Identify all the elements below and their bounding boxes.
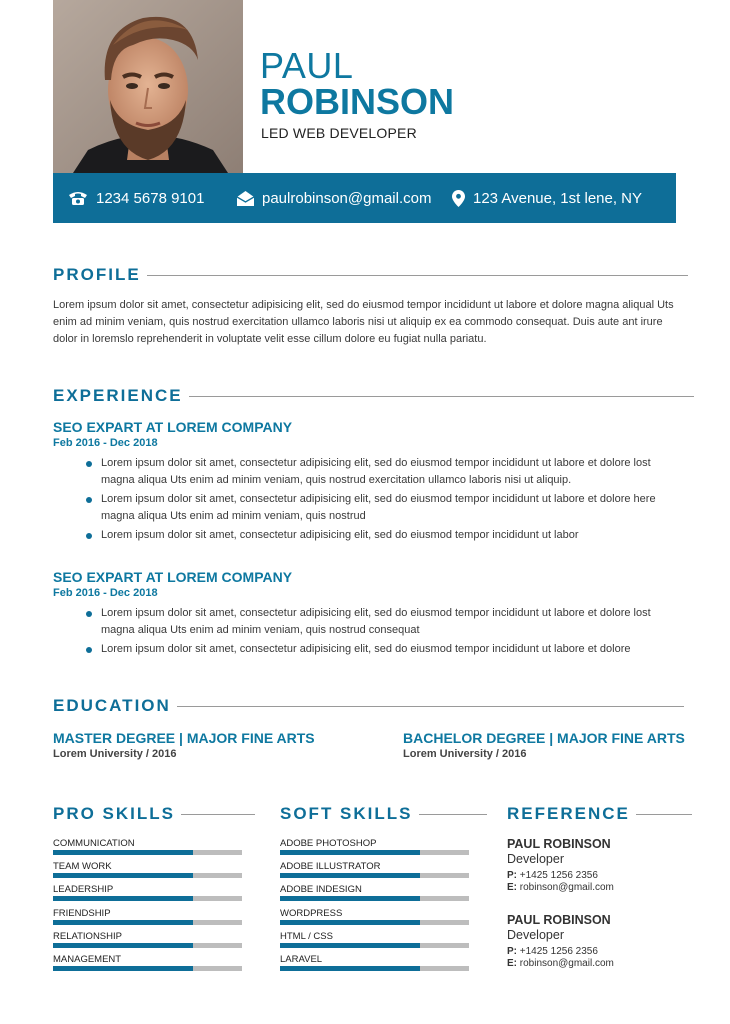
bullet-text: Lorem ipsum dolor sit amet, consectetur adipisicing elit, sed do eiusmod tempor incididunt ut labor — [101, 529, 579, 541]
skill-bar-fill — [53, 920, 193, 925]
email-address[interactable]: paulrobinson@gmail.com — [262, 189, 432, 207]
skill-label: ADOBE INDESIGN — [280, 884, 362, 896]
bullet-text: Lorem ipsum dolor sit amet, consectetur adipisicing elit, sed do eiusmod tempor incididunt ut labore et dolore lost magna aliqua Uts enim ad minim veniam, quis nostrud consequat — [101, 607, 651, 636]
skill-label: ADOBE PHOTOSHOP — [280, 838, 377, 849]
pro-skills-list — [53, 838, 242, 977]
list-item — [85, 491, 680, 525]
job-dates: Feb 2016 - Dec 2018 — [53, 437, 158, 449]
skill-bar — [53, 966, 242, 971]
section-divider — [419, 814, 487, 815]
reference-email-value[interactable]: robinson@gmail.com — [519, 882, 614, 893]
job-dates: Feb 2016 - Dec 2018 — [53, 587, 158, 599]
skill-item — [280, 884, 469, 907]
section-divider — [636, 814, 692, 815]
skill-label: ADOBE ILLUSTRATOR — [280, 861, 381, 873]
contact-phone — [68, 173, 204, 223]
section-divider — [147, 275, 688, 276]
job-title: LED WEB DEVELOPER — [261, 125, 417, 141]
bullet-dot — [86, 533, 92, 539]
profile-text: Lorem ipsum dolor sit amet, consectetur adipisicing elit, sed do eiusmod tempor incididunt ut labore et dolore magna aliqual Uts enim ad minim veniam, quis nostrud exercitation ullamco laboris nisi ut aliquip ex ea commodo consequat. Duis aute ant irure dolor in loremslo reprehenderit in voluptate velit esse cillum dolore eu fugiat nulla pariatu. — [53, 299, 674, 345]
skill-item — [53, 838, 242, 861]
skill-item — [53, 908, 242, 931]
skill-bar — [280, 850, 469, 855]
phone-icon — [68, 190, 88, 206]
education-school: Lorem University / 2016 — [403, 748, 527, 760]
reference-section-header — [507, 804, 692, 824]
skill-item — [280, 838, 469, 861]
reference-email — [507, 882, 614, 893]
job-bullet-list — [85, 455, 680, 546]
skill-bar-fill — [280, 873, 420, 878]
location-pin-icon — [452, 190, 465, 207]
profile-section-header — [53, 265, 688, 285]
reference-role: Developer — [507, 852, 564, 866]
skill-item — [280, 931, 469, 954]
skill-bar-fill — [280, 850, 420, 855]
bullet-dot — [86, 461, 92, 467]
skill-bar-fill — [280, 920, 420, 925]
list-item — [85, 527, 680, 544]
profile-heading: PROFILE — [53, 265, 141, 284]
soft-skills-section-header — [280, 804, 487, 824]
experience-section-header — [53, 386, 694, 406]
reference-phone-value[interactable]: +1425 1256 2356 — [519, 870, 598, 881]
skill-item — [53, 861, 242, 884]
section-divider — [181, 814, 255, 815]
skill-item — [53, 931, 242, 954]
job-heading: SEO EXPART AT LOREM COMPANY — [53, 419, 293, 435]
skill-item — [280, 908, 469, 931]
education-heading: EDUCATION — [53, 696, 171, 715]
skill-bar — [53, 896, 242, 901]
skill-label: MANAGEMENT — [53, 953, 122, 965]
skill-label: TEAM WORK — [53, 861, 112, 873]
reference-email — [507, 958, 614, 969]
section-divider — [177, 706, 684, 707]
bullet-text: Lorem ipsum dolor sit amet, consectetur adipisicing elit, sed do eiusmod tempor incididunt ut labore et dolore — [101, 643, 631, 655]
skill-label: RELATIONSHIP — [53, 930, 122, 942]
skill-item — [280, 954, 469, 977]
skill-bar — [53, 850, 242, 855]
reference-role: Developer — [507, 928, 564, 942]
phone-prefix: P: — [507, 870, 517, 881]
soft-skills-heading: SOFT SKILLS — [280, 804, 413, 823]
pro-skills-section-header — [53, 804, 255, 824]
skill-label: FRIENDSHIP — [53, 907, 111, 919]
skill-label: LEADERSHIP — [53, 884, 114, 896]
skill-bar — [280, 920, 469, 925]
skill-bar-fill — [53, 873, 193, 878]
section-divider — [189, 396, 694, 397]
skill-bar — [280, 966, 469, 971]
street-address: 123 Avenue, 1st lene, NY — [473, 189, 643, 207]
skill-bar — [53, 873, 242, 878]
email-prefix: E: — [507, 882, 517, 893]
reference-name: PAUL ROBINSON — [507, 837, 611, 851]
skill-item — [53, 954, 242, 977]
list-item — [85, 605, 680, 639]
reference-phone-value[interactable]: +1425 1256 2356 — [519, 946, 598, 957]
list-item — [85, 455, 680, 489]
skill-bar — [280, 896, 469, 901]
job-heading: SEO EXPART AT LOREM COMPANY — [53, 569, 293, 585]
profile-photo — [53, 0, 243, 173]
skill-label: LARAVEL — [280, 953, 323, 965]
phone-number[interactable]: 1234 5678 9101 — [96, 189, 205, 207]
pro-skills-heading: PRO SKILLS — [53, 804, 176, 823]
education-degree: MASTER DEGREE | MAJOR FINE ARTS — [53, 730, 315, 746]
skill-item — [280, 861, 469, 884]
skill-label: HTML / CSS — [280, 930, 333, 942]
reference-email-value[interactable]: robinson@gmail.com — [519, 958, 614, 969]
bullet-dot — [86, 647, 92, 653]
skill-bar — [280, 873, 469, 878]
list-item — [85, 641, 680, 658]
soft-skills-list — [280, 838, 469, 977]
job-bullet-list — [85, 605, 680, 660]
education-school: Lorem University / 2016 — [53, 748, 177, 760]
reference-heading: REFERENCE — [507, 804, 630, 823]
last-name: ROBINSON — [260, 81, 455, 122]
phone-prefix: P: — [507, 946, 517, 957]
contact-bar — [53, 173, 676, 223]
envelope-icon — [237, 191, 254, 206]
skill-item — [53, 884, 242, 907]
reference-phone — [507, 870, 598, 881]
first-name: PAUL — [260, 45, 354, 86]
skill-label: COMMUNICATION — [53, 838, 135, 849]
skill-bar-fill — [280, 896, 420, 901]
reference-name: PAUL ROBINSON — [507, 913, 611, 927]
skill-bar-fill — [53, 850, 193, 855]
contact-address — [452, 173, 642, 223]
education-degree: BACHELOR DEGREE | MAJOR FINE ARTS — [403, 730, 685, 746]
education-section-header — [53, 696, 684, 716]
skill-bar-fill — [280, 966, 420, 971]
bullet-text: Lorem ipsum dolor sit amet, consectetur adipisicing elit, sed do eiusmod tempor incididunt ut labore et dolore here magna aliqua Uts enim ad minim veniam, quis nostrud — [101, 493, 656, 522]
skill-bar — [53, 920, 242, 925]
skill-label: WORDPRESS — [280, 907, 343, 919]
bullet-dot — [86, 611, 92, 617]
contact-email — [237, 173, 431, 223]
reference-phone — [507, 946, 598, 957]
bullet-dot — [86, 497, 92, 503]
skill-bar-fill — [53, 943, 193, 948]
bullet-text: Lorem ipsum dolor sit amet, consectetur adipisicing elit, sed do eiusmod tempor incididunt ut labore et dolore lost magna aliqua Uts enim ad minim veniam, quis nostrud exercitation ullamco laboris nisi ut aliquip. — [101, 457, 651, 486]
skill-bar — [280, 943, 469, 948]
email-prefix: E: — [507, 958, 517, 969]
experience-heading: EXPERIENCE — [53, 386, 183, 405]
skill-bar-fill — [280, 943, 420, 948]
skill-bar-fill — [53, 966, 193, 971]
skill-bar-fill — [53, 896, 193, 901]
skill-bar — [53, 943, 242, 948]
